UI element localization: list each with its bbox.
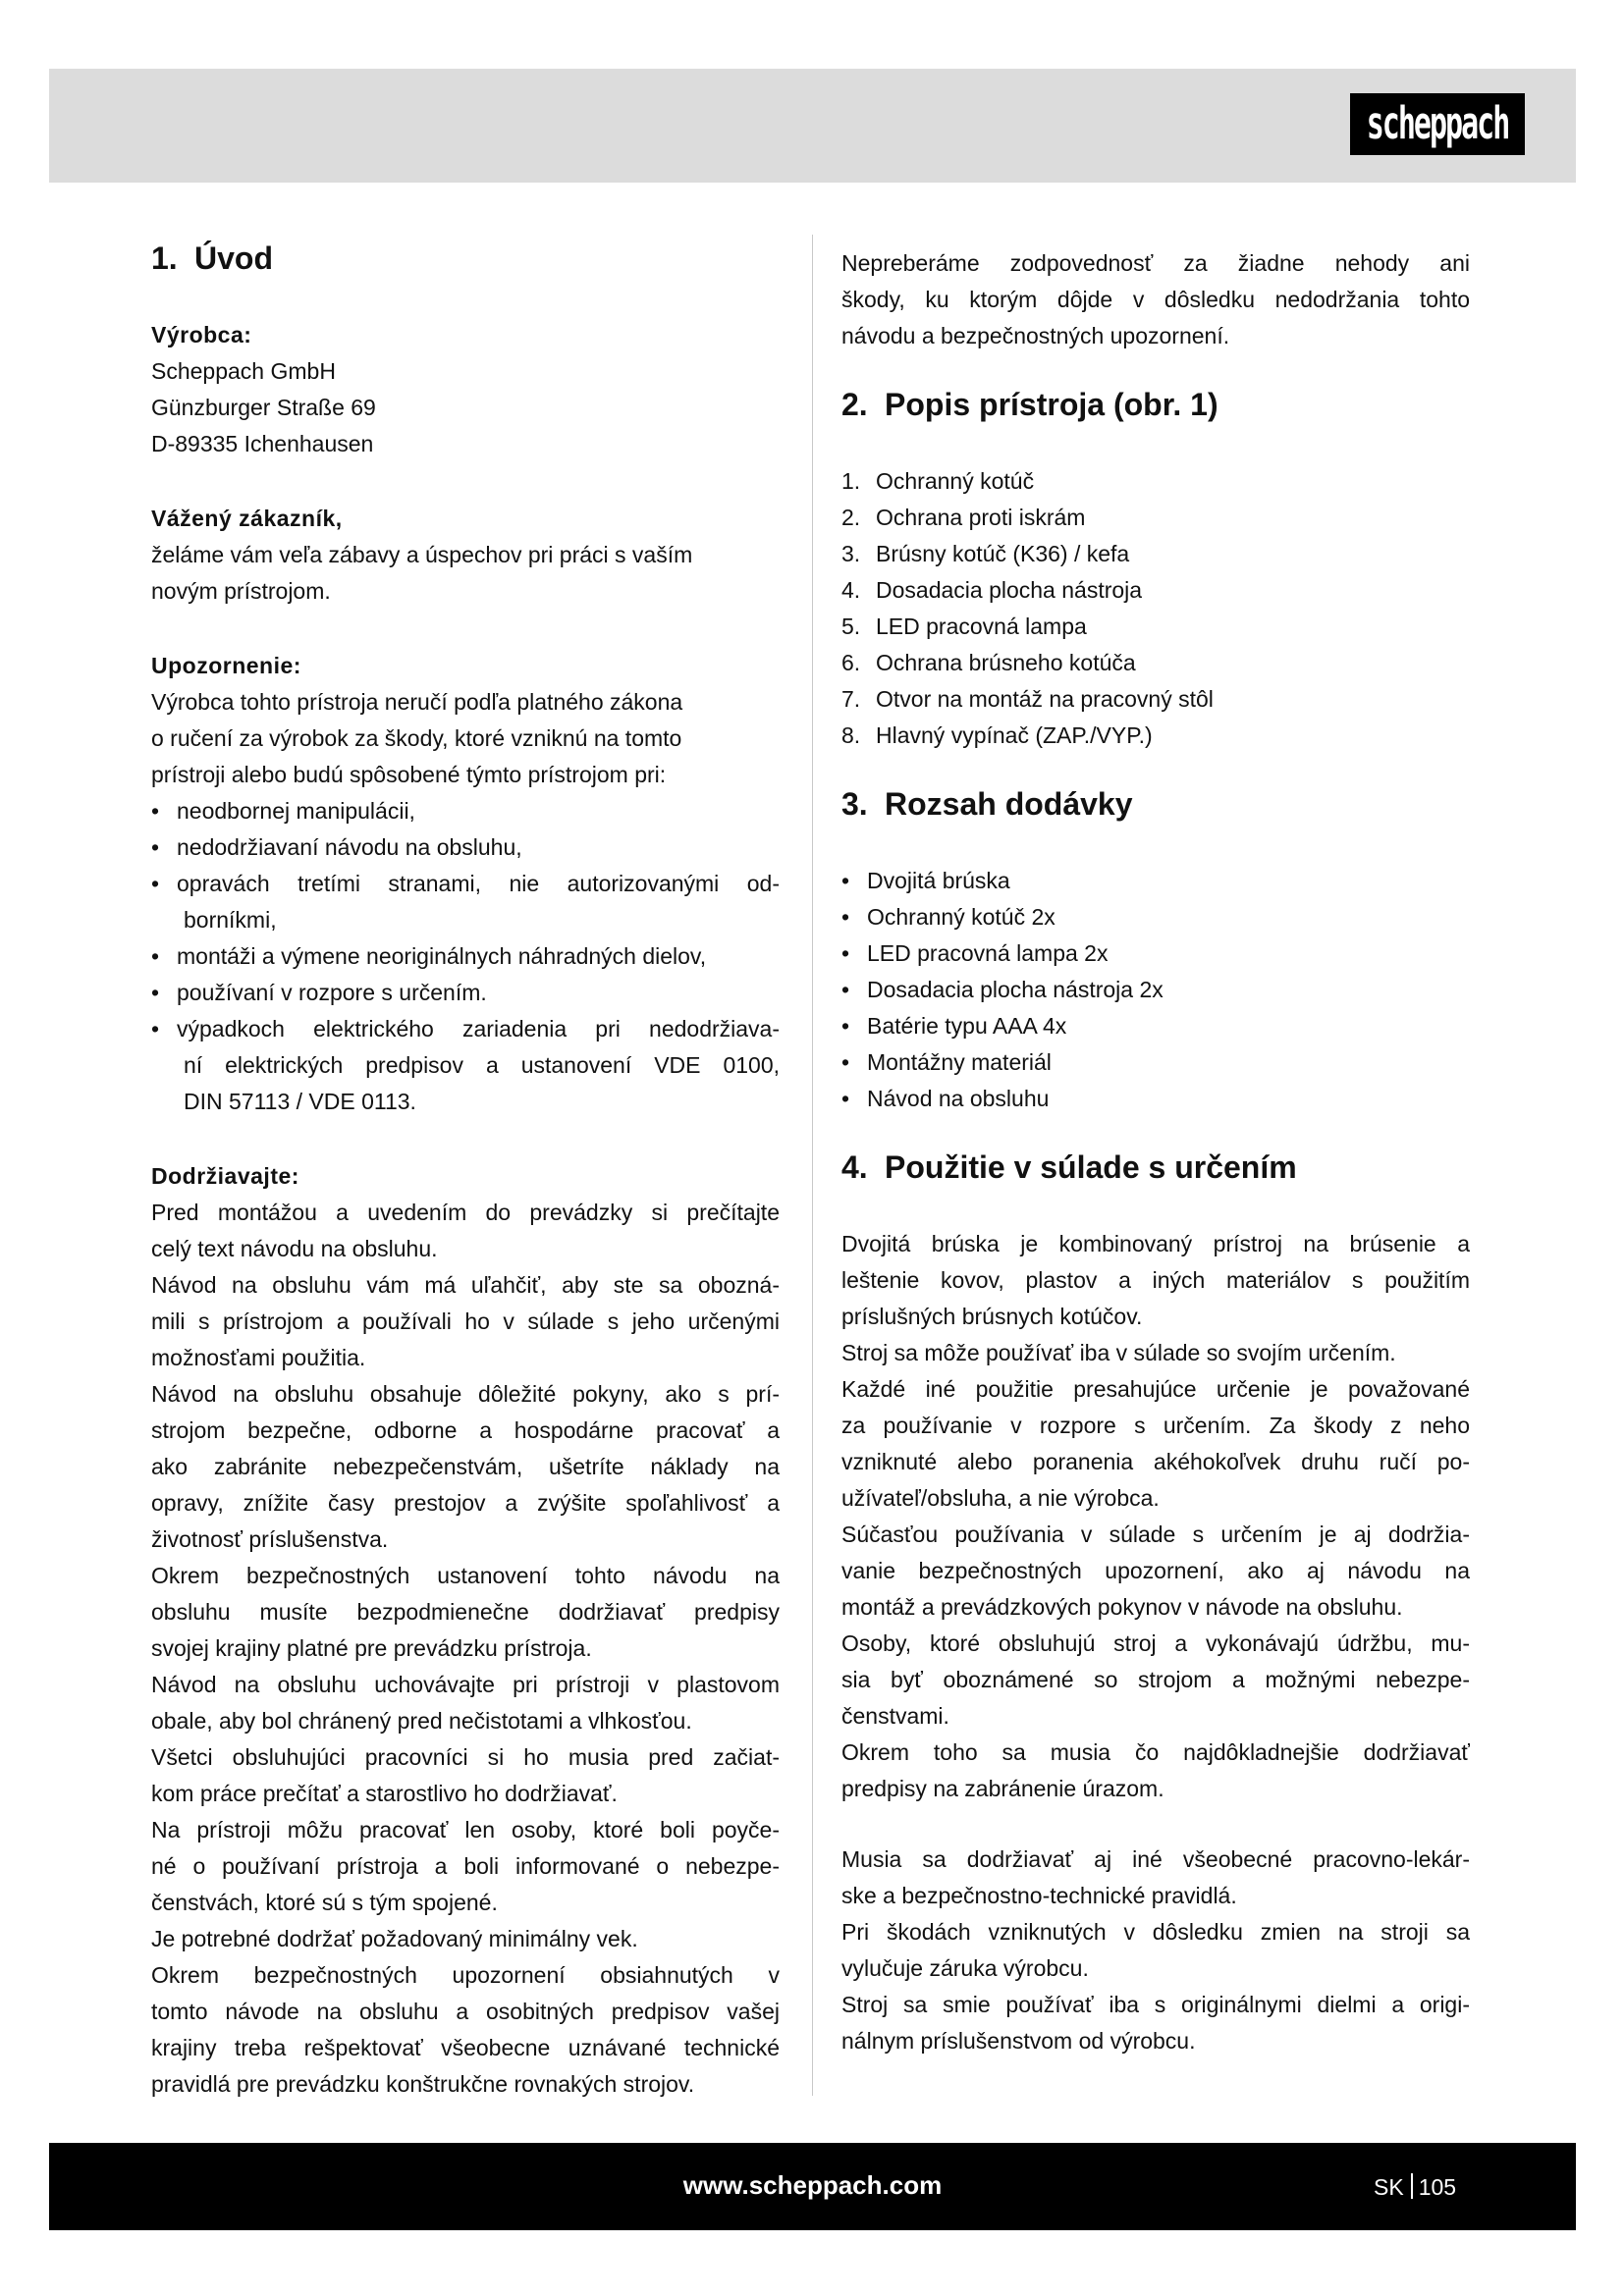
list-item-text: výpadkoch elektrického zariadenia pri nedodržiava-: [177, 1016, 780, 1041]
text-line: Dvojitá brúska je kombinovaný prístroj na brúsenie a: [841, 1231, 1470, 1256]
text-line: Osoby, ktoré obsluhujú stroj a vykonávajú údržbu, mu-: [841, 1630, 1470, 1656]
list-item-text: DIN 57113 / VDE 0113.: [184, 1089, 416, 1114]
numbered-list: [841, 463, 1470, 754]
bullet-icon: •: [151, 798, 160, 824]
list-item: [151, 938, 780, 975]
text-line: Okrem toho sa musia čo najdôkladnejšie dodržiavať: [841, 1739, 1470, 1765]
column-divider: [812, 235, 813, 2096]
section-heading: [841, 786, 1470, 823]
text-line: Návod na obsluhu vám má uľahčiť, aby ste sa obozná-: [151, 1272, 780, 1298]
list-item-text: neodbornej manipulácii,: [177, 798, 415, 824]
page-number: 105: [1418, 2174, 1457, 2200]
list-item: [841, 500, 1470, 536]
language-code: SK: [1374, 2174, 1404, 2200]
list-item: [841, 1008, 1470, 1044]
left-column: [151, 240, 780, 2103]
section-title: Použitie v súlade s určením: [885, 1149, 1297, 1185]
text-line: návodu a bezpečnostných upozornení.: [841, 323, 1230, 348]
item-text: Hlavný vypínač (ZAP./VYP.): [876, 722, 1153, 748]
text-line: Scheppach GmbH: [151, 358, 336, 384]
text-line: Všetci obsluhujúci pracovníci si ho musia pred začiat-: [151, 1744, 780, 1770]
text-line: Musia sa dodržiavať aj iné všeobecné pracovno-lekár-: [841, 1846, 1470, 1872]
item-number: 8.: [841, 722, 861, 748]
section-number: 2.: [841, 387, 868, 422]
item-text: Dosadacia plocha nástroja: [876, 577, 1143, 603]
text-line: novým prístrojom.: [151, 578, 331, 604]
text-line: Je potrebné dodržať požadovaný minimálny vek.: [151, 1926, 638, 1951]
text-line: kom práce prečítať a starostlivo ho dodržiavať.: [151, 1781, 618, 1806]
section-title: Rozsah dodávky: [885, 786, 1133, 822]
list-item-text: ní elektrických predpisov a ustanovení VDE 0100,: [184, 1052, 780, 1078]
text-line: vylučuje záruka výrobcu.: [841, 1955, 1089, 1981]
text-line: svojej krajiny platné pre prevádzku prístroja.: [151, 1635, 592, 1661]
list-item: [841, 681, 1470, 718]
list-item: [841, 899, 1470, 935]
bullet-icon: •: [151, 1016, 160, 1041]
paragraph: [841, 1842, 1470, 2059]
text-line: montáž a prevádzkových pokynov v návode na obsluhu.: [841, 1594, 1403, 1620]
paragraph: [151, 1195, 780, 2103]
subheading: Upozornenie:: [151, 653, 301, 678]
website-link[interactable]: www.scheppach.com: [682, 2170, 943, 2200]
section-title: Úvod: [194, 240, 273, 276]
bullet-icon: •: [151, 871, 160, 896]
list-item-text: Návod na obsluhu: [867, 1086, 1050, 1111]
text-line: obale, aby bol chránený pred nečistotami a vlhkosťou.: [151, 1708, 692, 1734]
text-line: predpisy na zabránenie úrazom.: [841, 1776, 1164, 1801]
list-item-text: Montážny materiál: [867, 1049, 1052, 1075]
item-number: 4.: [841, 577, 861, 603]
item-number: 7.: [841, 686, 861, 712]
bullet-icon: •: [841, 1013, 850, 1039]
bullet-icon: •: [841, 1086, 850, 1111]
bullet-icon: •: [151, 980, 160, 1005]
list-item: [151, 975, 780, 1011]
item-text: Ochranný kotúč: [876, 468, 1035, 494]
list-item-text: nedodržiavaní návodu na obsluhu,: [177, 834, 522, 860]
text-line: pravidlá pre prevádzku konštrukčne rovnakých strojov.: [151, 2071, 695, 2097]
text-line: možnosťami použitia.: [151, 1345, 366, 1370]
text-line: užívateľ/obsluha, a nie výrobca.: [841, 1485, 1160, 1511]
item-number: 2.: [841, 505, 861, 530]
footer: [49, 2143, 1576, 2230]
spacer: [151, 1120, 780, 1158]
text-line: Okrem bezpečnostných ustanovení tohto návodu na: [151, 1563, 780, 1588]
paragraph: [841, 1226, 1470, 1807]
text-line: Návod na obsluhu obsahuje dôležité pokyny, ako s prí-: [151, 1381, 780, 1407]
list-item-text: borníkmi,: [184, 907, 277, 933]
text-line: o ručení za výrobok za škody, ktoré vzniknú na tomto: [151, 725, 682, 751]
section-number: 3.: [841, 786, 868, 822]
spacer: [151, 610, 780, 648]
list-item: [151, 793, 780, 829]
header-band: [49, 69, 1576, 183]
text-line: Návod na obsluhu uchovávajte pri prístroji v plastovom: [151, 1672, 780, 1697]
subheading: Výrobca:: [151, 322, 252, 347]
paragraph: [841, 245, 1470, 354]
bullet-icon: •: [841, 977, 850, 1002]
text-line: čenstvách, ktoré sú s tým spojené.: [151, 1890, 498, 1915]
text-line: škody, ku ktorým dôjde v dôsledku nedodržania tohto: [841, 287, 1470, 312]
right-column: [841, 245, 1470, 2059]
paragraph: [151, 353, 780, 462]
section-number: 4.: [841, 1149, 868, 1185]
text-line: želáme vám veľa zábavy a úspechov pri práci s vaším: [151, 542, 693, 567]
list-item: [841, 935, 1470, 972]
item-text: Brúsny kotúč (K36) / kefa: [876, 541, 1130, 566]
list-item-text: LED pracovná lampa 2x: [867, 940, 1109, 966]
section-title: Popis prístroja (obr. 1): [885, 387, 1218, 422]
bullet-icon: •: [841, 940, 850, 966]
list-item: [151, 1011, 780, 1120]
list-item-text: Dvojitá brúska: [867, 868, 1010, 893]
text-line: celý text návodu na obsluhu.: [151, 1236, 438, 1261]
text-line: Günzburger Straße 69: [151, 395, 376, 420]
text-line: vanie bezpečnostných upozornení, ako aj návodu na: [841, 1558, 1470, 1583]
item-number: 5.: [841, 614, 861, 639]
text-line: príslušných brúsnych kotúčov.: [841, 1304, 1143, 1329]
scheppach-logo: [1350, 93, 1525, 155]
list-item: [841, 718, 1470, 754]
list-item-text: používaní v rozpore s určením.: [177, 980, 487, 1005]
text-line: vzniknuté alebo poranenia akéhokoľvek druhu ručí po-: [841, 1449, 1470, 1474]
text-line: Nepreberáme zodpovednosť za žiadne nehody ani: [841, 250, 1470, 276]
item-text: LED pracovná lampa: [876, 614, 1087, 639]
text-line: sia byť oboznámené so strojom a možnými nebezpe-: [841, 1667, 1470, 1692]
list-item: [841, 1081, 1470, 1117]
list-item: [151, 866, 780, 938]
list-item: [841, 645, 1470, 681]
separator: [1411, 2173, 1413, 2199]
text-line: krajiny treba rešpektovať všeobecne uznávané technické: [151, 2035, 780, 2060]
list-item: [841, 463, 1470, 500]
subheading: Vážený zákazník,: [151, 506, 343, 531]
text-line: Na prístroji môžu pracovať len osoby, ktoré boli poуče-: [151, 1817, 780, 1842]
item-text: Ochrana proti iskrám: [876, 505, 1086, 530]
text-line: Pred montážou a uvedením do prevádzky si prečítajte: [151, 1200, 780, 1225]
text-line: opravy, znížite časy prestojov a zvýšite spoľahlivosť a: [151, 1490, 780, 1516]
item-text: Otvor na montáž na pracovný stôl: [876, 686, 1214, 712]
text-line: ske a bezpečnostno-technické pravidlá.: [841, 1883, 1237, 1908]
list-item: [841, 972, 1470, 1008]
bullet-icon: •: [841, 1049, 850, 1075]
bullet-icon: •: [841, 904, 850, 930]
bullet-list: [151, 793, 780, 1120]
text-line: né o používaní prístroja a boli informované o nebezpe-: [151, 1853, 780, 1879]
text-line: obsluhu musíte bezpodmienečne dodržiavať predpisy: [151, 1599, 780, 1625]
section-heading: [841, 387, 1470, 423]
text-line: ako zabránite nebezpečenstvám, ušetríte náklady na: [151, 1454, 780, 1479]
text-line: mili s prístrojom a používali ho v súlade s jeho určenými: [151, 1308, 780, 1334]
text-line: D-89335 Ichenhausen: [151, 431, 374, 456]
item-number: 1.: [841, 468, 861, 494]
text-line: životnosť príslušenstva.: [151, 1526, 389, 1552]
list-item-text: opravách tretími stranami, nie autorizovanými od-: [177, 871, 780, 896]
text-line: leštenie kovov, plastov a iných materiálov s použitím: [841, 1267, 1470, 1293]
text-line: za používanie v rozpore s určením. Za škody z neho: [841, 1413, 1470, 1438]
section-heading: [841, 1149, 1470, 1186]
list-item: [841, 536, 1470, 572]
paragraph: [151, 684, 780, 793]
list-item: [841, 1044, 1470, 1081]
text-line: nálnym príslušenstvom od výrobcu.: [841, 2028, 1196, 2054]
item-text: Ochrana brúsneho kotúča: [876, 650, 1136, 675]
text-line: tomto návode na obsluhu a osobitných predpisov vašej: [151, 1999, 780, 2024]
subheading: Dodržiavajte:: [151, 1163, 299, 1189]
list-item-text: Dosadacia plocha nástroja 2x: [867, 977, 1164, 1002]
spacer: [841, 1807, 1470, 1842]
spacer: [151, 462, 780, 501]
text-line: Pri škodách vzniknutých v dôsledku zmien na stroji sa: [841, 1919, 1470, 1945]
list-item: [841, 572, 1470, 609]
bullet-icon: •: [151, 943, 160, 969]
text-line: Okrem bezpečnostných upozornení obsiahnutých v: [151, 1962, 780, 1988]
item-number: 6.: [841, 650, 861, 675]
text-line: Každé iné použitie presahujúce určenie je považované: [841, 1376, 1470, 1402]
list-item: [151, 829, 780, 866]
text-line: Výrobca tohto prístroja neručí podľa platného zákona: [151, 689, 683, 715]
list-item-text: montáži a výmene neoriginálnych náhradných dielov,: [177, 943, 707, 969]
logo-text: scheppach: [1366, 98, 1509, 150]
bullet-icon: •: [841, 868, 850, 893]
text-line: prístroji alebo budú spôsobené týmto prístrojom pri:: [151, 762, 667, 787]
list-item-text: Batérie typu AAA 4x: [867, 1013, 1067, 1039]
bullet-icon: •: [151, 834, 160, 860]
text-line: Súčasťou používania v súlade s určením je aj dodržia-: [841, 1522, 1470, 1547]
list-item-text: Ochranný kotúč 2x: [867, 904, 1056, 930]
text-line: strojom bezpečne, odborne a hospodárne pracovať a: [151, 1417, 780, 1443]
item-number: 3.: [841, 541, 861, 566]
text-line: Stroj sa smie používať iba s originálnymi dielmi a origi-: [841, 1992, 1470, 2017]
section-heading: [151, 240, 780, 277]
list-item: [841, 609, 1470, 645]
text-line: Stroj sa môže používať iba v súlade so svojím určením.: [841, 1340, 1396, 1365]
page-indicator: [1374, 2173, 1456, 2201]
list-item: [841, 863, 1470, 899]
text-line: čenstvami.: [841, 1703, 949, 1729]
section-number: 1.: [151, 240, 178, 276]
paragraph: [151, 537, 780, 610]
bullet-list: [841, 863, 1470, 1117]
